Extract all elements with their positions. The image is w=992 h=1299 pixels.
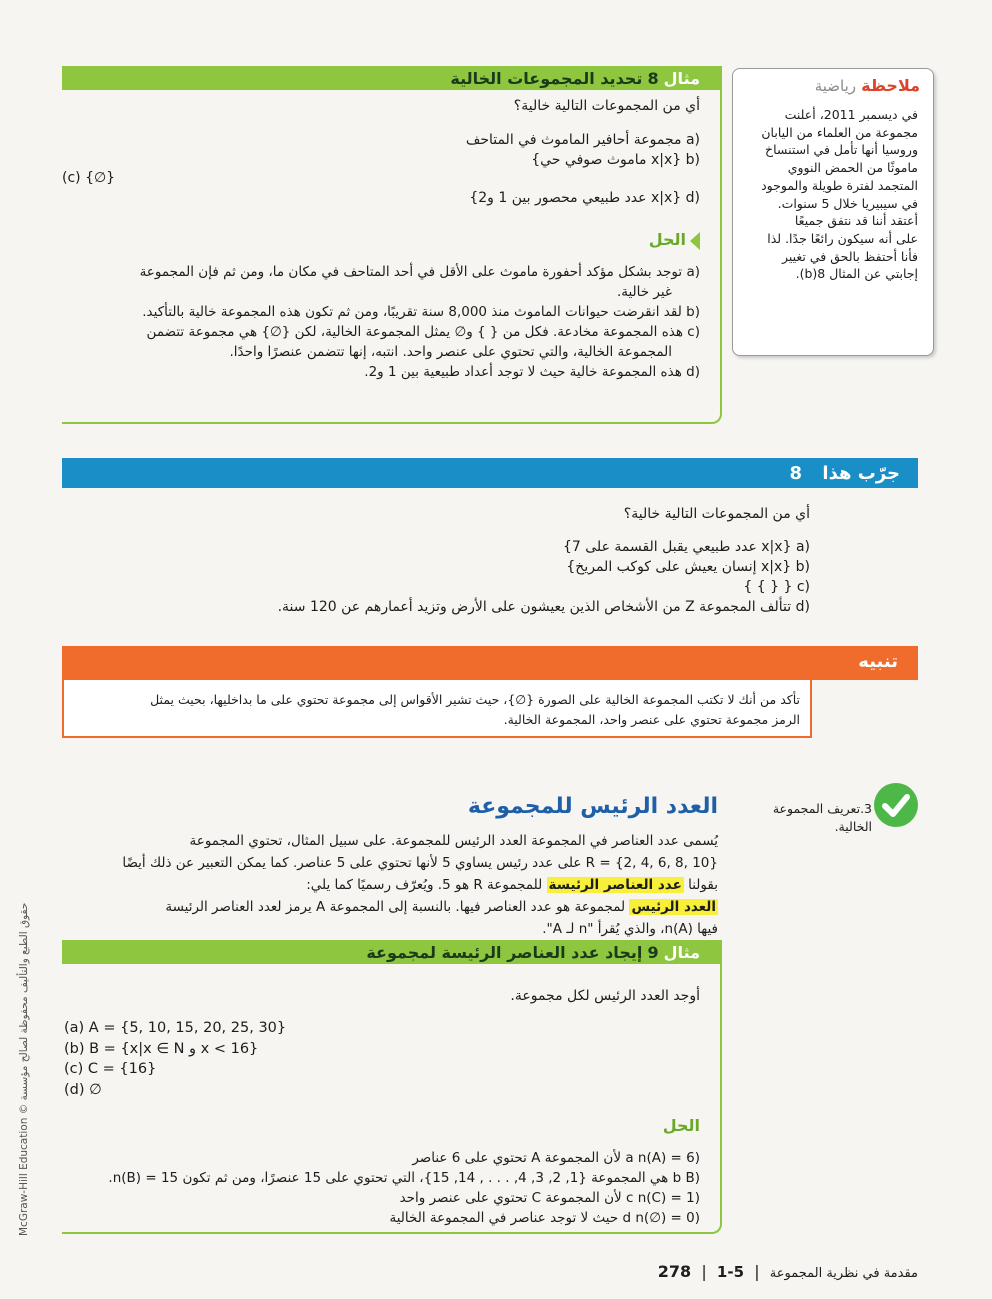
highlight-term-1: عدد العناصر الرئيسة [548, 877, 682, 893]
math-note-title: ملاحظة رياضية [814, 76, 920, 95]
page-number: 278 [657, 1262, 692, 1281]
section-heading: العدد الرئيس للمجموعة [467, 794, 718, 819]
ex9-sol-b: (b B هي المجموعة {1, 2, 3, 4, . . . , 14, 15}، التي تحتوي على 15 عنصرًا، ومن ثم تكون n(B) = 15. [108, 1170, 700, 1186]
example-label: مثال [663, 69, 700, 88]
try-item-a: (a {x|x عدد طبيعي يقبل القسمة على 7} [562, 539, 810, 555]
ex9-items: (a) A = {5, 10, 15, 20, 25, 30} (b) B = {x|x ∈ N و x < 16} (c) C = {16} (d) ∅ [64, 1020, 287, 1098]
ex8-sol-b: (b لقد انقرضت حيوانات الماموث منذ 8,000 سنة تقريبًا، ومن ثم تكون هذه المجموعة خالية بالتأكيد. [142, 304, 700, 320]
ex8-item-c: (c) {∅} [62, 170, 116, 186]
example-number: 8 [647, 69, 659, 88]
example-9-question: أوجد العدد الرئيس لكل مجموعة. [510, 988, 700, 1004]
math-note-body: في ديسمبر 2011، أعلنت مجموعة من العلماء من اليابان وروسيا أنها تأمل في استنساخ ماموثًا من الحمض النووي المتجمد لفترة طويلة والموجود في سيبيريا خلال 5 سنوات. أعتقد أننا قد نتفق جميعًا على أنه سيكون رائعًا جدًا. لذا فأنا أحتفظ بالحق في تغيير إجابتي عن المثال 8(b). [761, 107, 918, 282]
ex8-sol-d: (d هذه المجموعة خالية حيث لا توجد أعداد طبيعية بين 1 و2. [364, 364, 700, 380]
caution-title: تنبيه [858, 651, 898, 672]
ex8-sol-a-line2: غير خالية. [616, 284, 672, 300]
ex8-item-a: (a مجموعة أحافير الماموث في المتاحف [465, 132, 700, 148]
ex9-sol-c: (c n(C) = 1 لأن المجموعة C تحتوي على عنصر واحد [399, 1190, 700, 1206]
ex8-item-d: (d {x|x عدد طبيعي محصور بين 1 و2} [469, 190, 700, 206]
ex8-sol-c: (c هذه المجموعة مخادعة. فكل من { } و∅ يمثل المجموعة الخالية، لكن {∅} هي مجموعة تتضمن [146, 324, 700, 340]
cardinal-paragraph: يُسمى عدد العناصر في المجموعة العدد الرئيس للمجموعة. على سبيل المثال، تحتوي المجموعة R = {2, 4, 6, 8, 10} على عدد رئيس يساوي 5 لأنها تحتوي على 5 عناصر. كما يمكن التعبير عن ذلك أيضًا بقولنا عدد العناصر الرئيسة للمجموعة R هو 5. ويُعرّف رسميًا كما يلي: العدد الرئيس لمجموعة هو عدد العناصر فيها. بالنسبة إلى المجموعة A يرمز لعدد العناصر الرئيسة فيها n(A)، والذي يُقرأ "n لـ A". [122, 833, 718, 937]
ex9-solution-label: الحل [662, 1116, 700, 1135]
ex8-sol-a: (a توجد بشكل مؤكد أحفورة ماموث على الأقل في أحد المتاحف في مكان ما، ومن ثم فإن المجموعة [139, 264, 700, 280]
try-item-c: (c { { } } [743, 579, 810, 595]
example-9-header-text: مثال 9 إيجاد عدد العناصر الرئيسة لمجموعة [366, 943, 700, 962]
caution-text: تأكد من أنك لا تكتب المجموعة الخالية على الصورة {∅}، حيث تشير الأقواس إلى مجموعة تحتوي على ما بداخليها، بحيث يمثل الرمز مجموعة تحتوي على عنصر واحد، المجموعة الخالية. [150, 692, 800, 727]
objective-text: 3.تعريف المجموعة الخالية. [772, 801, 872, 834]
ex8-item-b: (b {x|x ماموث صوفي حي} [531, 152, 700, 168]
footer-title: مقدمة في نظرية المجموعة [769, 1266, 918, 1281]
page-footer: مقدمة في نظرية المجموعة | 5-1 | 278 [657, 1262, 918, 1281]
try-item-b: (b {x|x إنسان يعيش على كوكب المريخ} [566, 559, 810, 575]
example-8-question: أي من المجموعات التالية خالية؟ [513, 98, 700, 114]
copyright-vertical: McGraw-Hill Education © حقوق الطبع والتأليف محفوظة لصالح مؤسسة [18, 902, 30, 1236]
try-question: أي من المجموعات التالية خالية؟ [623, 506, 810, 522]
ex8-sol-c-line2: المجموعة الخالية، والتي تحتوي على عنصر واحد. انتبه، إنها تتضمن عنصرًا واحدًا. [229, 344, 672, 360]
ex9-sol-a: (a n(A) = 6 لأن المجموعة A تحتوي على 6 عناصر [412, 1150, 700, 1166]
ex8-solution-label: الحل [648, 230, 686, 249]
try-this-header: جرّب هذا 8 [789, 463, 900, 484]
try-item-d: (d تتألف المجموعة Z من الأشخاص الذين يعيشون على الأرض وتزيد أعمارهم عن 120 سنة. [277, 599, 810, 615]
highlight-term-2: العدد الرئيس [631, 899, 716, 915]
example-8-header-text [200, 68, 700, 90]
ex9-sol-d: (d n(∅) = 0 حيث لا توجد عناصر في المجموعة الخالية [389, 1210, 700, 1226]
solution-arrow-icon [690, 232, 700, 250]
footer-section: 5-1 [716, 1263, 745, 1281]
check-icon [874, 783, 918, 827]
example-title: تحديد المجموعات الخالية [450, 69, 643, 88]
